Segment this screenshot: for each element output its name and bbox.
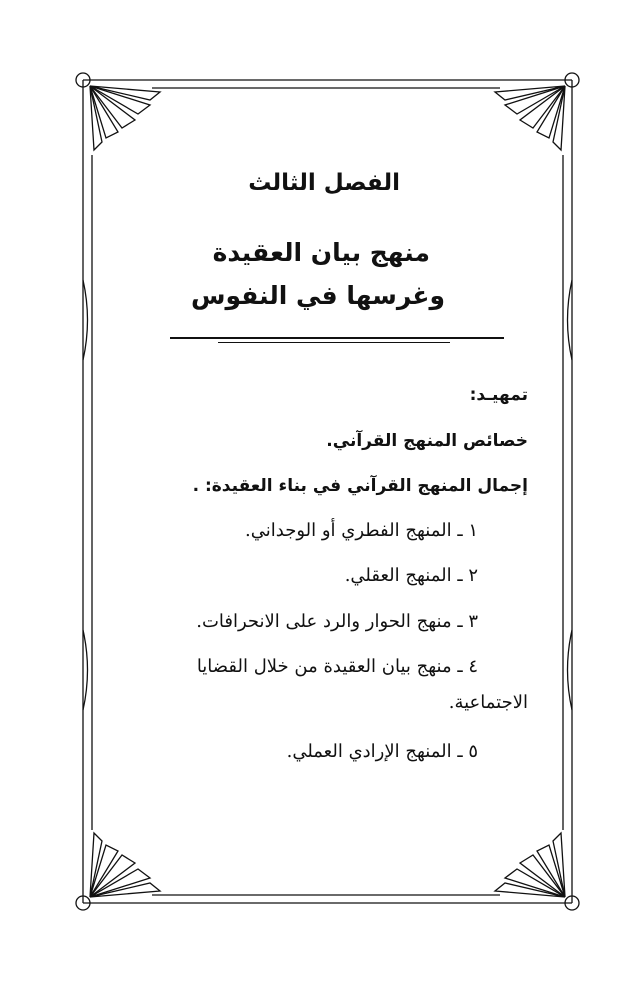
section-heading-features: خصائص المنهج القرآني. [326, 431, 528, 451]
chapter-title-line2: وغرسها في النفوس [190, 281, 445, 310]
section-heading-summary: إجمال المنهج القرآني في بناء العقيدة: . [192, 476, 528, 496]
title-rule-thick [170, 337, 504, 339]
list-item-continuation: الاجتماعية. [448, 692, 528, 713]
list-item: ٥ ـ المنهج الإرادي العملي. [286, 741, 478, 762]
title-rule-thin [218, 342, 450, 343]
list-item: ٢ ـ المنهج العقلي. [344, 565, 478, 586]
chapter-title-line1: منهج بيان العقيدة [212, 238, 430, 267]
list-item: ٣ ـ منهج الحوار والرد على الانحرافات. [196, 611, 478, 632]
list-item: ١ ـ المنهج الفطري أو الوجداني. [245, 520, 478, 541]
list-item: ٤ ـ منهج بيان العقيدة من خلال القضايا [196, 656, 478, 677]
intro-heading: تمهيـد: [469, 385, 528, 405]
chapter-heading: الفصل الثالث [248, 170, 400, 196]
